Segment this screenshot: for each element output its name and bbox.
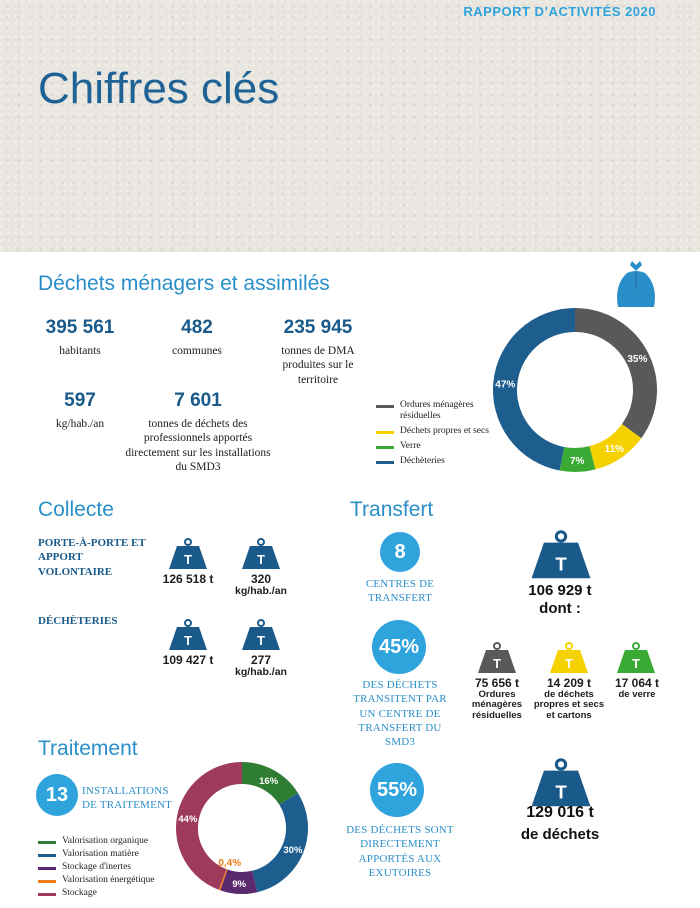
- legend-label: Stockage d'inertes: [62, 861, 131, 872]
- dma-section-title: Déchets ménagers et assimilés: [38, 272, 330, 295]
- weight-icon: [168, 538, 208, 570]
- legend-swatch: [376, 405, 394, 408]
- collecte-tonnage: 126 518 t: [162, 572, 214, 586]
- centres-label: CENTRES DE TRANSFERT: [365, 578, 435, 605]
- direct-total-value: 129 016 t: [526, 804, 594, 821]
- stat-value: 7 601: [174, 390, 222, 411]
- svg-text:T: T: [257, 552, 265, 567]
- direct-label: DES DÉCHETS SONT DIRECTEMENT APPORTÉS AUX EXUTOIRES: [346, 824, 454, 879]
- stat-label: kg/hab./an: [55, 418, 105, 430]
- legend-item: [38, 849, 178, 860]
- legend-label: Déchets propres et secs: [400, 425, 489, 436]
- legend-label: Valorisation organique: [62, 836, 149, 846]
- svg-text:T: T: [565, 656, 573, 671]
- weight-icon: [530, 530, 592, 580]
- svg-text:T: T: [184, 552, 192, 567]
- dma-legend: [376, 400, 504, 467]
- weight-icon: [530, 758, 592, 808]
- dma-donut-chart: [490, 305, 660, 475]
- legend-item: [38, 862, 178, 873]
- legend-label: Ordures ménagères résiduelles: [400, 400, 474, 421]
- traitement-donut-chart: [172, 758, 312, 898]
- weight-icon: [616, 642, 656, 674]
- legend-swatch: [38, 867, 56, 870]
- svg-text:T: T: [257, 633, 265, 648]
- collecte-row-label: PORTE-À-PORTE ET APPORT VOLONTAIRE: [38, 537, 146, 578]
- donut-label: 44%: [178, 814, 198, 826]
- collecte-ratio-unit: kg/hab./an: [235, 585, 287, 597]
- stat-label: communes: [172, 345, 222, 357]
- collecte-row-label: DÉCHÈTERIES: [38, 615, 118, 627]
- collecte-ratio: 320: [250, 572, 272, 586]
- direct-total-sub: de déchets: [520, 826, 600, 843]
- centres-count-badge: 8: [380, 532, 420, 572]
- page-title: Chiffres clés: [38, 64, 280, 113]
- collecte-tonnage: 109 427 t: [162, 653, 214, 667]
- transfert-section-title: Transfert: [350, 498, 434, 521]
- breakdown-label: de verre: [618, 689, 656, 700]
- legend-label: Valorisation matière: [62, 848, 139, 859]
- traitement-legend: [38, 836, 178, 899]
- weight-icon: [241, 619, 281, 651]
- stat-value: 235 945: [283, 317, 353, 338]
- legend-item: [376, 400, 504, 422]
- legend-label: Déchèteries: [400, 455, 445, 466]
- header-banner: [0, 0, 700, 252]
- legend-label: Verre: [400, 440, 421, 451]
- trash-bag-icon: [612, 259, 660, 309]
- collecte-ratio: 277: [250, 653, 272, 667]
- svg-text:T: T: [632, 656, 640, 671]
- breakdown-label: de déchets propres et secs et cartons: [533, 689, 605, 721]
- direct-percent-badge: 55%: [370, 763, 424, 817]
- donut-label: 16%: [259, 775, 279, 787]
- stat-value: 395 561: [45, 317, 115, 338]
- donut-label: 7%: [569, 455, 585, 467]
- svg-text:T: T: [555, 553, 567, 575]
- transit-label: DES DÉCHETS TRANSITENT PAR UN CENTRE DE TRANSFERT DU SMD3: [353, 679, 447, 749]
- donut-slice: [505, 320, 575, 459]
- svg-text:T: T: [555, 781, 567, 803]
- svg-text:T: T: [493, 656, 501, 671]
- legend-item: [38, 888, 178, 899]
- donut-label: 0,4%: [218, 857, 242, 869]
- breakdown-label: Ordures ménagères résiduelles: [471, 689, 523, 721]
- legend-item: [376, 456, 504, 467]
- breakdown-value: 17 064 t: [614, 676, 660, 690]
- stat-label: tonnes de déchets des professionnels apportés directement sur les installations du SMD3: [125, 418, 271, 474]
- donut-slice: [255, 799, 297, 882]
- traitement-section-title: Traitement: [38, 737, 138, 760]
- legend-item: [38, 875, 178, 886]
- stat-value: 482: [181, 317, 213, 338]
- transit-percent-badge: 45%: [372, 620, 426, 674]
- report-tag: RAPPORT D’ACTIVITÉS 2020: [463, 4, 656, 19]
- installations-count-badge: 13: [36, 774, 78, 816]
- legend-swatch: [376, 431, 394, 434]
- stat-label: habitants: [59, 345, 101, 357]
- legend-label: Stockage: [62, 887, 97, 898]
- legend-swatch: [38, 841, 56, 844]
- svg-text:T: T: [184, 633, 192, 648]
- donut-label: 47%: [495, 379, 516, 391]
- weight-icon: [241, 538, 281, 570]
- stat-value: 597: [64, 390, 96, 411]
- installations-label: INSTALLATIONS DE TRAITEMENT: [82, 785, 173, 812]
- donut-label: 35%: [627, 354, 648, 366]
- donut-label: 30%: [283, 844, 303, 856]
- legend-swatch: [376, 461, 394, 464]
- legend-item: [376, 441, 504, 452]
- donut-slice: [575, 320, 648, 431]
- stat-label: tonnes de DMA produites sur le territoire: [281, 345, 355, 386]
- legend-swatch: [38, 893, 56, 896]
- legend-swatch: [38, 854, 56, 857]
- donut-label: 9%: [232, 878, 247, 890]
- weight-icon: [477, 642, 517, 674]
- transfert-total-sub: dont :: [539, 600, 581, 617]
- weight-icon: [168, 619, 208, 651]
- donut-label: 11%: [604, 443, 625, 455]
- legend-swatch: [38, 880, 56, 883]
- breakdown-value: 14 209 t: [546, 676, 592, 690]
- legend-label: Valorisation énergétique: [62, 874, 155, 885]
- weight-icon: [549, 642, 589, 674]
- transfert-total-value: 106 929 t: [528, 582, 592, 599]
- collecte-section-title: Collecte: [38, 498, 114, 521]
- collecte-ratio-unit: kg/hab./an: [235, 666, 287, 678]
- legend-item: [38, 836, 178, 847]
- legend-swatch: [376, 446, 394, 449]
- legend-item: [376, 426, 504, 437]
- breakdown-value: 75 656 t: [474, 676, 520, 690]
